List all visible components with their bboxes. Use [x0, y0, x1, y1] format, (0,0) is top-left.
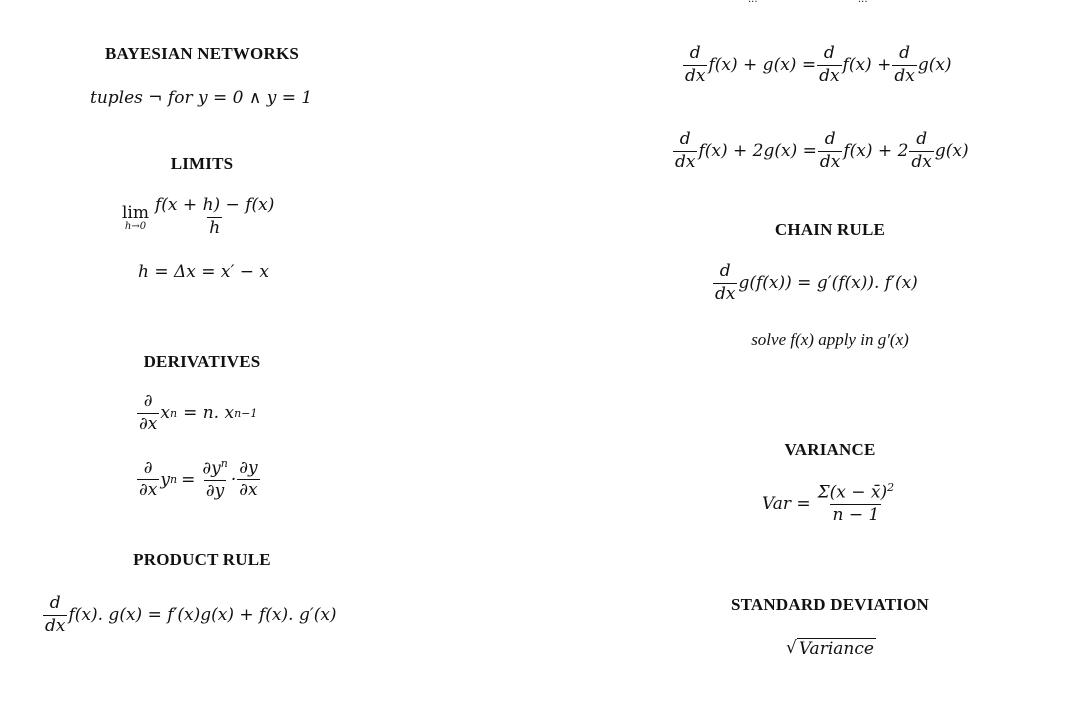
limits-heading: LIMITS — [170, 154, 234, 173]
product-rule-formula — [42, 594, 337, 636]
dx-denominator: dx — [45, 615, 66, 636]
lim-operator — [122, 203, 149, 232]
chain-rule-note: solve f(x) apply in g′(x) — [751, 330, 909, 349]
dyn-exponent: n — [220, 457, 228, 470]
sum-rhs-end: g(x) — [917, 55, 952, 76]
bayesian-expression: tuples ¬ for y = 0 ∧ y = 1 — [90, 88, 313, 108]
product-rule-rhs: f(x). g(x) = f′(x)g(x) + f(x). g′(x) — [68, 605, 337, 626]
d-numerator: d — [916, 129, 928, 149]
sum-rhs-part: f(x) + — [842, 55, 892, 76]
bayesian-networks-heading: BAYESIAN NETWORKS — [104, 44, 300, 63]
chain-rule-rhs: g(f(x)) = g′(f(x)). f′(x) — [738, 273, 918, 294]
dx-denominator: dx — [675, 151, 696, 172]
dx-denominator: ∂x — [239, 480, 258, 501]
d-numerator: d — [719, 261, 731, 281]
scaled-sum-lhs: f(x) + 2g(x) = — [698, 141, 817, 162]
h-definition: h = Δx = x′ − x — [138, 262, 270, 282]
d-dx-fraction — [673, 130, 697, 172]
partial-fraction — [137, 392, 159, 434]
power-rule-formula — [136, 392, 257, 434]
d-numerator: d — [823, 43, 835, 63]
dx-denominator: dx — [894, 65, 915, 86]
power-base: x — [160, 403, 170, 424]
d-dx-fraction — [683, 44, 707, 86]
variance-numerator: Σ(x − x̄) — [817, 482, 888, 503]
d-dx-fraction — [43, 594, 67, 636]
cut-off-text — [748, 0, 758, 5]
variance-lhs: Var = — [762, 493, 811, 514]
d-dx-fraction — [892, 44, 916, 86]
variance-heading: VARIANCE — [784, 440, 876, 459]
y-base: y — [160, 469, 170, 490]
dx-denominator: dx — [685, 65, 706, 86]
d-dx-fraction — [909, 130, 933, 172]
derivatives-heading: DERIVATIVES — [143, 352, 261, 371]
sum-lhs: f(x) + g(x) = — [708, 55, 817, 76]
scaled-sum-rhs-end: g(x) — [934, 141, 969, 162]
limit-numerator: f(x + h) − f(x) — [155, 195, 275, 215]
variance-exponent: 2 — [887, 481, 895, 494]
sqrt-icon: √ — [786, 638, 797, 658]
lim-subscript: h→0 — [124, 220, 147, 232]
standard-deviation-formula — [786, 638, 876, 659]
d-numerator: d — [824, 129, 836, 149]
dx-denominator: dx — [819, 151, 841, 172]
dyn-numerator: ∂y — [202, 458, 221, 479]
dy-dx-fraction — [237, 459, 259, 501]
d-numerator: d — [679, 129, 691, 149]
partial-numerator: ∂ — [143, 457, 153, 478]
partial-fraction — [137, 459, 159, 501]
partial-denominator: ∂x — [139, 413, 158, 434]
power-exponent: n — [169, 406, 178, 420]
product-rule-heading: PRODUCT RULE — [133, 550, 271, 569]
dx-denominator: dx — [715, 283, 736, 304]
dx-denominator: dx — [911, 151, 932, 172]
dy-denominator: ∂y — [205, 481, 225, 502]
dot-operator: · — [230, 469, 237, 490]
dy-numerator: ∂y — [239, 457, 258, 478]
dx-denominator: dx — [819, 65, 840, 86]
variance-formula — [762, 482, 897, 526]
standard-deviation-heading: STANDARD DEVIATION — [730, 595, 930, 614]
d-dx-fraction — [713, 262, 737, 304]
chain-rule-heading: CHAIN RULE — [774, 220, 886, 239]
d-numerator: d — [49, 593, 61, 613]
dyn-dy-fraction — [200, 458, 230, 502]
d-numerator: d — [899, 43, 911, 63]
power-result: = n. x — [183, 403, 235, 424]
lim-word: lim — [122, 202, 149, 223]
cut-off-text — [858, 0, 868, 5]
scaled-sum-formula — [672, 130, 969, 172]
chain-rule-formula — [712, 262, 918, 304]
sqrt-expression — [786, 638, 876, 659]
limit-denominator: h — [209, 217, 221, 238]
partial-numerator: ∂ — [143, 391, 153, 411]
d-dx-fraction — [817, 44, 841, 86]
sum-rule-formula — [682, 44, 952, 86]
variance-denominator: n − 1 — [832, 505, 880, 526]
d-numerator: d — [689, 43, 701, 63]
implicit-derivative-formula — [136, 458, 261, 502]
sqrt-radicand: Variance — [798, 639, 874, 659]
y-exponent: n — [170, 473, 178, 487]
limit-fraction — [153, 196, 276, 238]
d-dx-fraction — [818, 130, 842, 172]
scaled-sum-rhs-part: f(x) + 2 — [843, 141, 909, 162]
power-result-exponent: n−1 — [234, 406, 258, 420]
equals-sign: = — [181, 469, 196, 490]
variance-fraction — [816, 482, 897, 526]
partial-denominator: ∂x — [139, 480, 158, 501]
limit-definition-formula — [122, 196, 277, 238]
